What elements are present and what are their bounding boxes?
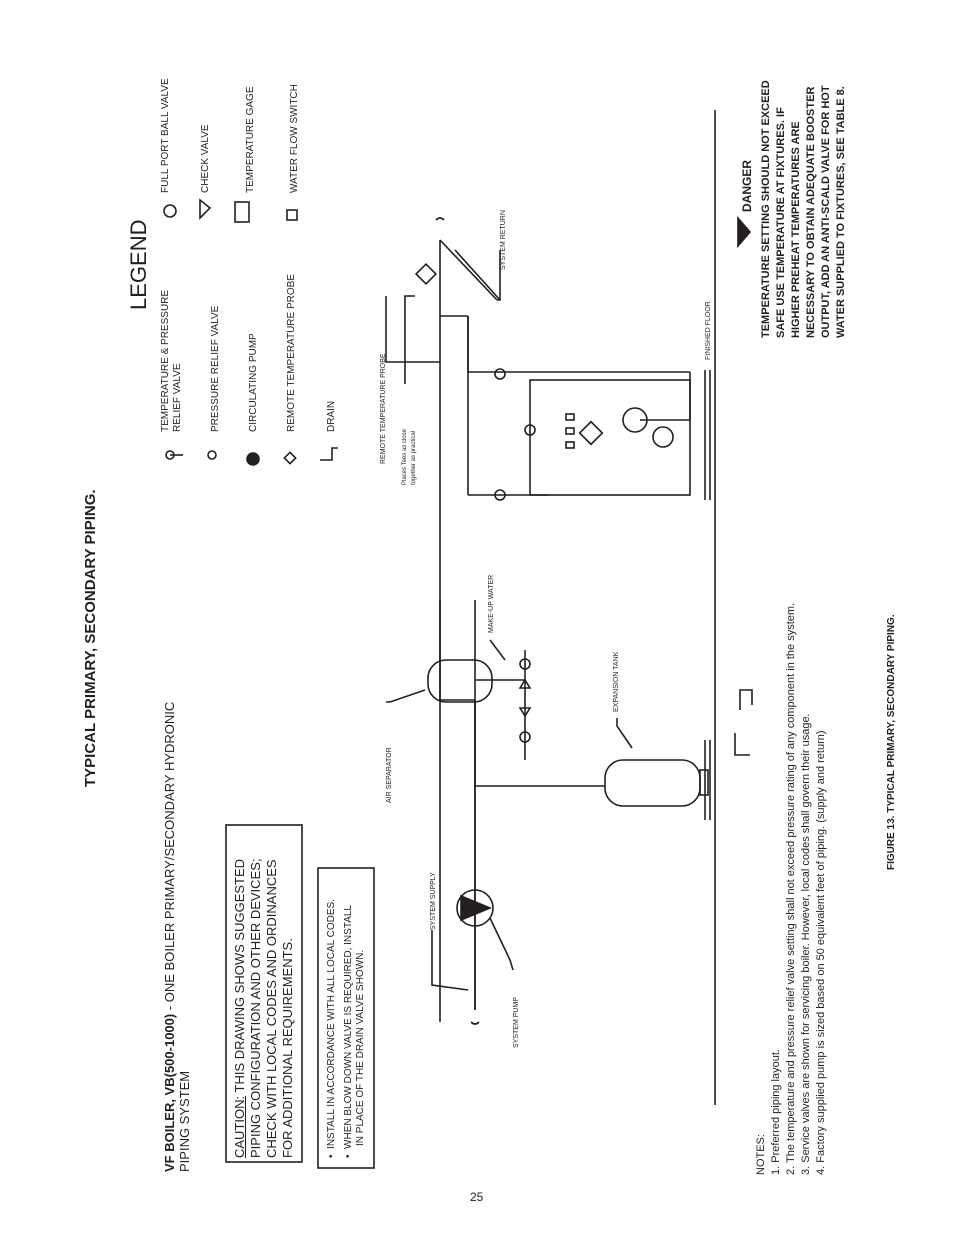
label-system-return: SYSTEM RETURN (500, 210, 507, 270)
legend-flow-switch: WATER FLOW SWITCH (289, 84, 300, 193)
ball-valve-icon (164, 205, 176, 217)
drain-icon (320, 448, 338, 460)
danger-line1: TEMPERATURE SETTING SHOULD NOT EXCEED (760, 80, 772, 338)
water-flow-switch-icon (287, 210, 297, 220)
danger-line2: SAFE USE TEMPERATURE AT FIXTURES. IF (775, 107, 787, 338)
legend-temp-gage: TEMPERATURE GAGE (245, 86, 256, 193)
air-separator (428, 660, 492, 702)
label-system-pump: SYSTEM PUMP (513, 997, 520, 1048)
label-remote-probe-a: REMOTE TEMPERATURE PROBE (380, 353, 387, 464)
heading-rest: - ONE BOILER PRIMARY/SECONDARY HYDRONIC (162, 701, 177, 1014)
install-bullet1: • INSTALL IN ACCORDANCE WITH ALL LOCAL CODES. (326, 899, 337, 1158)
label-finished-floor: FINISHED FLOOR (705, 301, 712, 360)
label-expansion-tank: EXPANSION TANK (613, 651, 620, 712)
label-makeup-water: MAKE-UP WATER (488, 574, 495, 633)
danger-triangle-icon (738, 218, 750, 246)
temp-gage-icon (235, 202, 249, 222)
danger-title: DANGER (740, 159, 754, 212)
figure-caption: FIGURE 13. TYPICAL PRIMARY, SECONDARY PIPING. (886, 614, 897, 870)
install-bullet2-text: WHEN BLOW DOWN VALVE IS REQUIRED, INSTALL (343, 905, 354, 1149)
legend-check-valve: CHECK VALVE (200, 124, 211, 193)
note-4: 4. Factory supplied pump is sized based on 50 equivalent feet of piping. (supply and return) (815, 730, 827, 1175)
expansion-tank (605, 760, 700, 806)
label-tees-2: together as practical (411, 430, 417, 485)
remote-probe-diamond (416, 264, 436, 284)
page-title: TYPICAL PRIMARY, SECONDARY PIPING. (82, 489, 99, 787)
caution-line2: PIPING CONFIGURATION AND OTHER DEVICES; (248, 858, 263, 1158)
legend-tp-1: TEMPERATURE & PRESSURE (160, 289, 171, 432)
legend-circ-pump: CIRCULATING PUMP (248, 333, 259, 432)
note-1: 1. Preferred piping layout. (770, 1049, 782, 1175)
note-2: 2. The temperature and pressure relief valve setting shall not exceed pressure rating of any component in the system. (785, 602, 797, 1175)
danger-line5: OUTPUT, ADD AN ANTI-SCALD VALVE FOR HOT (820, 85, 832, 338)
caution-label: CAUTION: (232, 1095, 247, 1158)
note-3: 3. Service valves are shown for servicing boiler. However, local codes shall govern their usage. (800, 713, 812, 1175)
legend-title: LEGEND (126, 219, 151, 310)
legend-drain: DRAIN (326, 400, 337, 432)
danger-line3: HIGHER PREHEAT TEMPERATURES ARE (790, 121, 802, 338)
install-bullet2: • WHEN BLOW DOWN VALVE IS REQUIRED, INSTALL (343, 905, 354, 1158)
pressure-relief-icon (208, 451, 216, 459)
label-tees-1: Places Tees as close (402, 429, 408, 485)
caution-line4: FOR ADDITIONAL REQUIREMENTS. (280, 938, 295, 1158)
heading-line2: PIPING SYSTEM (177, 1070, 192, 1172)
heading-bold: VF BOILER, VB(500-1000) (162, 1013, 177, 1172)
circulating-pump-icon (247, 453, 259, 465)
caution-line3: CHECK WITH LOCAL CODES AND ORDINANCES (264, 859, 279, 1158)
danger-line4: NECESSARY TO OBTAIN ADEQUATE BOOSTER (805, 86, 817, 338)
install-bullet1-text: INSTALL IN ACCORDANCE WITH ALL LOCAL CODES. (326, 899, 337, 1149)
label-system-supply: SYSTEM SUPPLY (430, 872, 437, 930)
heading (162, 702, 177, 1172)
notes-title: NOTES: (755, 1134, 767, 1175)
danger-line6: WATER SUPPLIED TO FIXTURES, SEE TABLE 8. (835, 86, 847, 338)
caution-text-1: THIS DRAWING SHOWS SUGGESTED (232, 858, 247, 1096)
legend-remote-probe: REMOTE TEMPERATURE PROBE (286, 274, 297, 432)
ball-valve-1 (495, 369, 505, 379)
check-valve-icon (200, 200, 210, 218)
legend-pressure-relief: PRESSURE RELIEF VALVE (210, 305, 221, 432)
label-air-separator: AIR SEPARATOR (386, 747, 393, 803)
caution-line1 (232, 859, 247, 1158)
page-number: 25 (470, 1190, 484, 1204)
remote-probe-icon (284, 452, 295, 463)
boiler (530, 380, 690, 495)
install-bullet2-line2: IN PLACE OF THE DRAIN VALVE SHOWN. (355, 949, 366, 1146)
legend-tp-2: RELIEF VALVE (172, 363, 183, 432)
legend-ball-valve: FULL PORT BALL VALVE (160, 78, 171, 193)
